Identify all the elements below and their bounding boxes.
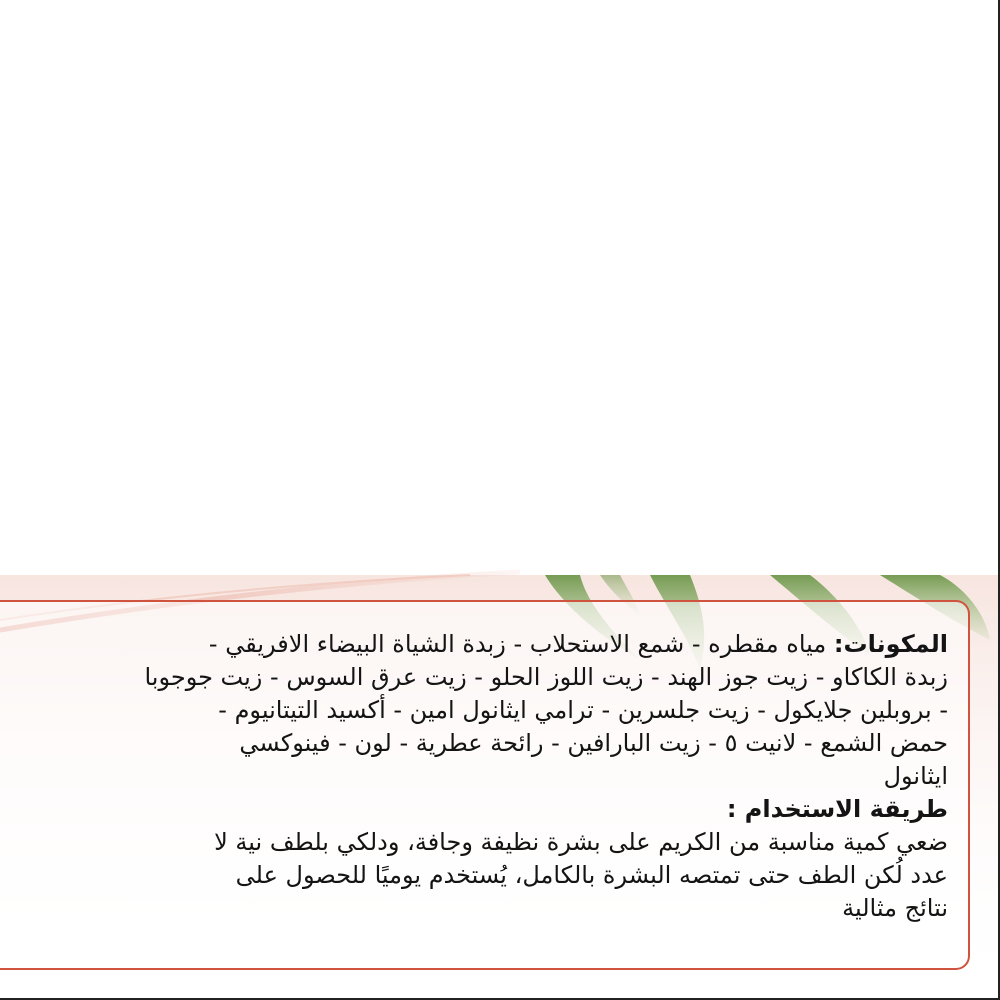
label-text — [48, 628, 948, 925]
ingredients-heading: المكونات: — [833, 630, 948, 658]
ingredients-line-4: حمض الشمع - لانيت ٥ - زيت البارافين - رائحة عطرية - لون - فينوكسي — [239, 729, 948, 757]
usage-line-2: عدد لُكن الطف حتى تمتصه البشرة بالكامل، يُستخدم يوميًا للحصول على — [235, 861, 948, 889]
usage-line-3: نتائج مثالية — [842, 894, 948, 922]
usage-heading: طريقة الاستخدام : — [726, 795, 948, 823]
ingredients-line-1 — [48, 628, 948, 661]
ingredients-line-3: - بروبلين جلايكول - زيت جلسرين - ترامي ايثانول امين - أكسيد التيتانيوم - — [218, 696, 948, 724]
ingredients-text-1: مياه مقطره - شمع الاستحلاب - زبدة الشياة البيضاء الافريقي - — [208, 630, 827, 658]
ingredients-line-5: ايثانول — [883, 762, 948, 790]
ingredients-line-2: زبدة الكاكاو - زيت جوز الهند - زيت اللوز الحلو - زيت عرق السوس - زيت جوجوبا — [144, 663, 948, 691]
usage-line-1: ضعي كمية مناسبة من الكريم على بشرة نظيفة وجافة، ودلكي بلطف نية لا — [214, 828, 948, 856]
